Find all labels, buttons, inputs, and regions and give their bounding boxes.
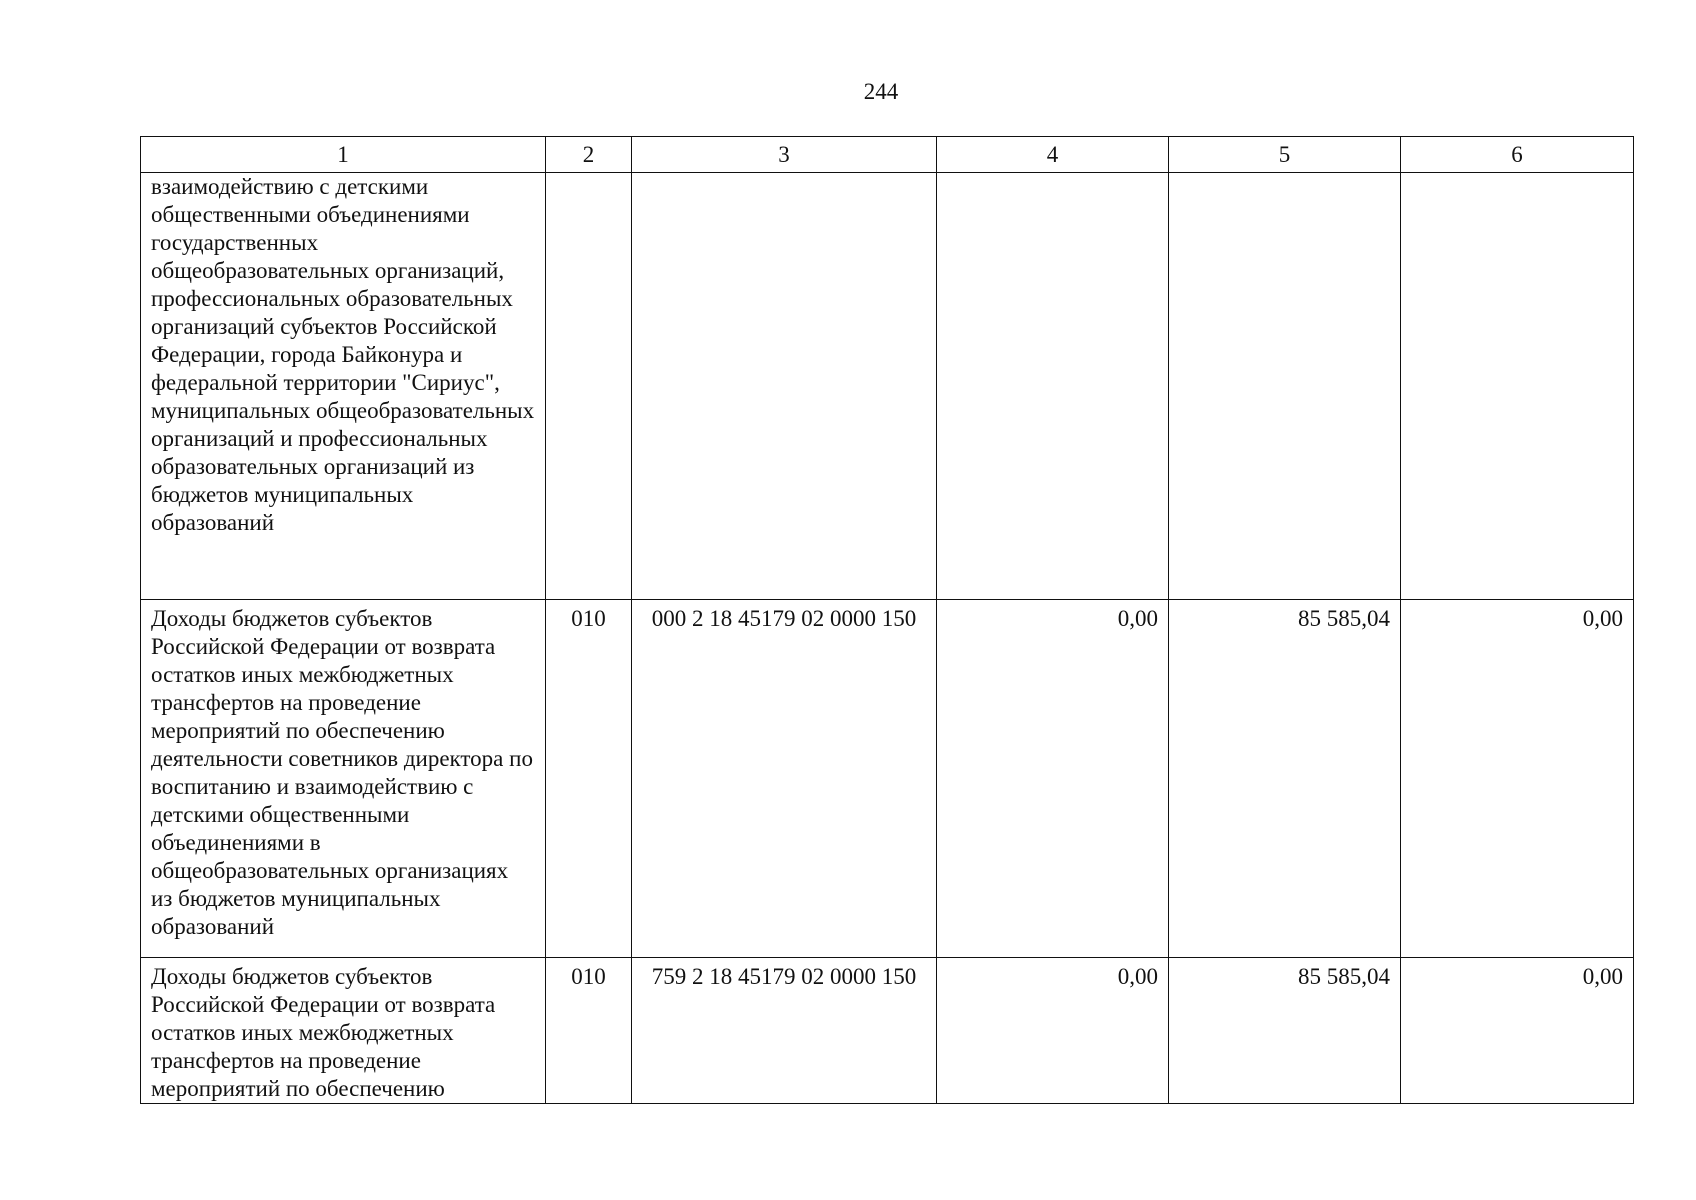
header-row	[141, 137, 1634, 173]
row-col2: 010	[546, 600, 632, 958]
header-col-5: 5	[1169, 137, 1401, 173]
row-description: Доходы бюджетов субъектов Российской Федерации от возврата остатков иных межбюджетных трансфертов на проведение мероприятий по обеспечению	[141, 958, 546, 1104]
row-col4	[937, 173, 1169, 600]
table-row	[141, 600, 1634, 958]
row-col6: 0,00	[1401, 958, 1634, 1104]
table-row	[141, 958, 1634, 1104]
row-col5: 85 585,04	[1169, 600, 1401, 958]
header-col-3: 3	[632, 137, 937, 173]
header-col-6: 6	[1401, 137, 1634, 173]
table-row	[141, 173, 1634, 600]
row-col2: 010	[546, 958, 632, 1104]
row-description: Доходы бюджетов субъектов Российской Федерации от возврата остатков иных межбюджетных трансфертов на проведение мероприятий по обеспечению деятельности советников директора по воспитанию и взаимодействию с детскими общественными объединениями в общеобразовательных организациях из бюджетов муниципальных образований	[141, 600, 546, 958]
row-col5	[1169, 173, 1401, 600]
row-col5: 85 585,04	[1169, 958, 1401, 1104]
page-number: 244	[863, 79, 899, 104]
row-code	[632, 173, 937, 600]
header-col-1: 1	[141, 137, 546, 173]
row-col6	[1401, 173, 1634, 600]
row-col4: 0,00	[937, 600, 1169, 958]
row-col2	[546, 173, 632, 600]
row-code: 759 2 18 45179 02 0000 150	[632, 958, 937, 1104]
revenue-table	[140, 136, 1634, 1104]
row-col6: 0,00	[1401, 600, 1634, 958]
row-code: 000 2 18 45179 02 0000 150	[632, 600, 937, 958]
row-description: взаимодействию с детскими общественными объединениями государственных общеобразовательных организаций, профессиональных образовательных организаций субъектов Российской Федерации, города Байконура и федеральной территории "Сириус", муниципальных общеобразовательных организаций и профессиональных образовательных организаций из бюджетов муниципальных образований	[141, 173, 546, 600]
row-col4: 0,00	[937, 958, 1169, 1104]
header-col-4: 4	[937, 137, 1169, 173]
header-col-2: 2	[546, 137, 632, 173]
